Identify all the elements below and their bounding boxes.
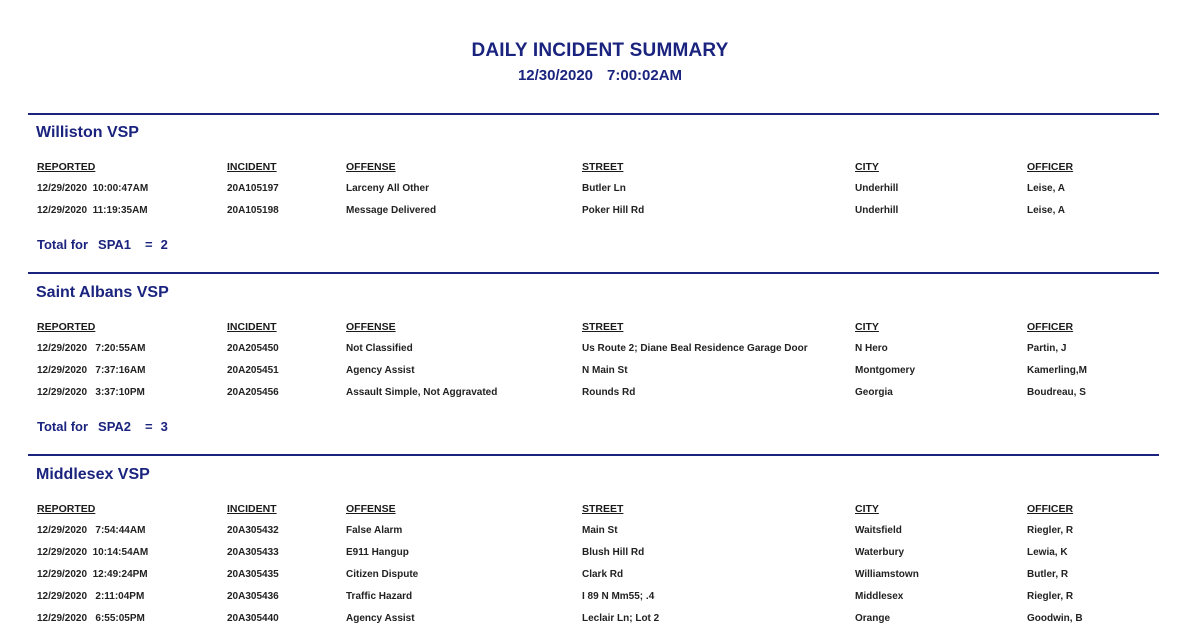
cell-officer: Riegler, R <box>1027 591 1074 602</box>
cell-street: Us Route 2; Diane Beal Residence Garage Door <box>582 343 808 354</box>
cell-offense: Assault Simple, Not Aggravated <box>346 387 498 398</box>
table-row <box>0 183 1200 199</box>
cell-reported: 12/29/2020 7:54:44AM <box>37 525 146 536</box>
cell-offense: E911 Hangup <box>346 547 409 558</box>
cell-reported: 12/29/2020 3:37:10PM <box>37 387 145 398</box>
cell-city: Orange <box>855 613 891 624</box>
col-city: CITY <box>855 503 879 515</box>
column-header-row <box>0 321 1200 337</box>
section-title-williston: Williston VSP <box>36 124 139 141</box>
cell-reported: 12/29/2020 11:19:35AM <box>37 205 148 216</box>
cell-street: I 89 N Mm55; .4 <box>582 591 655 602</box>
col-incident: INCIDENT <box>227 321 277 333</box>
cell-street: Blush Hill Rd <box>582 547 645 558</box>
cell-city: Underhill <box>855 205 899 216</box>
cell-incident: 20A205451 <box>227 365 279 376</box>
column-header-row <box>0 503 1200 519</box>
cell-offense: Not Classified <box>346 343 413 354</box>
col-reported: REPORTED <box>37 503 96 515</box>
col-offense: OFFENSE <box>346 321 396 333</box>
table-row <box>0 343 1200 359</box>
cell-reported: 12/29/2020 10:00:47AM <box>37 183 149 194</box>
cell-offense: Citizen Dispute <box>346 569 419 580</box>
table-row <box>0 547 1200 563</box>
cell-incident: 20A305433 <box>227 547 279 558</box>
total-label: Total for <box>37 419 89 434</box>
col-offense: OFFENSE <box>346 161 396 173</box>
cell-reported: 12/29/2020 12:49:24PM <box>37 569 148 580</box>
total-count: 2 <box>160 237 168 252</box>
cell-city: Middlesex <box>855 591 904 602</box>
cell-incident: 20A305436 <box>227 591 279 602</box>
section-divider <box>28 272 1159 274</box>
table-row <box>0 365 1200 381</box>
table-row <box>0 591 1200 607</box>
cell-city: Williamstown <box>855 569 919 580</box>
table-row <box>0 205 1200 221</box>
cell-incident: 20A205450 <box>227 343 279 354</box>
total-code: SPA1 <box>98 237 132 252</box>
total-count: 3 <box>160 419 168 434</box>
cell-street: Poker Hill Rd <box>582 205 645 216</box>
cell-reported: 12/29/2020 7:37:16AM <box>37 365 146 376</box>
cell-officer: Leise, A <box>1027 183 1065 194</box>
report-date: 12/30/2020 <box>517 67 594 84</box>
col-city: CITY <box>855 161 879 173</box>
cell-city: Waitsfield <box>855 525 902 536</box>
section-divider <box>28 454 1159 456</box>
cell-street: Clark Rd <box>582 569 624 580</box>
report-time: 7:00:02AM <box>607 67 683 84</box>
col-offense: OFFENSE <box>346 503 396 515</box>
cell-officer: Leise, A <box>1027 205 1065 216</box>
cell-offense: False Alarm <box>346 525 403 536</box>
table-row <box>0 569 1200 585</box>
section-total <box>37 419 168 434</box>
col-officer: OFFICER <box>1027 161 1074 173</box>
cell-street: Leclair Ln; Lot 2 <box>582 613 660 624</box>
table-row <box>0 613 1200 629</box>
table-row <box>0 525 1200 541</box>
cell-officer: Butler, R <box>1027 569 1069 580</box>
total-code: SPA2 <box>98 419 132 434</box>
cell-street: Rounds Rd <box>582 387 636 398</box>
cell-offense: Traffic Hazard <box>346 591 413 602</box>
cell-offense: Larceny All Other <box>346 183 429 194</box>
col-city: CITY <box>855 321 879 333</box>
cell-incident: 20A105197 <box>227 183 279 194</box>
cell-officer: Kamerling,M <box>1027 365 1088 376</box>
section-title-middlesex: Middlesex VSP <box>36 466 150 483</box>
cell-officer: Partin, J <box>1027 343 1067 354</box>
cell-city: Georgia <box>855 387 893 398</box>
col-incident: INCIDENT <box>227 503 277 515</box>
cell-reported: 12/29/2020 10:14:54AM <box>37 547 149 558</box>
cell-officer: Boudreau, S <box>1027 387 1086 398</box>
cell-street: Butler Ln <box>582 183 626 194</box>
cell-officer: Goodwin, B <box>1027 613 1083 624</box>
cell-officer: Lewia, K <box>1027 547 1068 558</box>
cell-incident: 20A205456 <box>227 387 279 398</box>
cell-street: Main St <box>582 525 618 536</box>
section-divider <box>28 113 1159 115</box>
cell-reported: 12/29/2020 2:11:04PM <box>37 591 145 602</box>
col-officer: OFFICER <box>1027 503 1074 515</box>
cell-incident: 20A305440 <box>227 613 279 624</box>
cell-city: Montgomery <box>855 365 915 376</box>
section-title-saint-albans: Saint Albans VSP <box>36 284 169 301</box>
cell-incident: 20A305435 <box>227 569 279 580</box>
cell-reported: 12/29/2020 7:20:55AM <box>37 343 146 354</box>
cell-offense: Agency Assist <box>346 365 415 376</box>
report-datetime <box>0 67 1200 84</box>
cell-offense: Agency Assist <box>346 613 415 624</box>
col-reported: REPORTED <box>37 321 96 333</box>
total-label: Total for <box>37 237 89 252</box>
col-street: STREET <box>582 503 624 515</box>
cell-incident: 20A305432 <box>227 525 279 536</box>
cell-city: N Hero <box>855 343 888 354</box>
total-equals: = <box>145 237 153 252</box>
cell-street: N Main St <box>582 365 628 376</box>
cell-city: Waterbury <box>855 547 905 558</box>
cell-incident: 20A105198 <box>227 205 279 216</box>
cell-offense: Message Delivered <box>346 205 437 216</box>
cell-officer: Riegler, R <box>1027 525 1074 536</box>
cell-city: Underhill <box>855 183 899 194</box>
cell-reported: 12/29/2020 6:55:05PM <box>37 613 145 624</box>
col-reported: REPORTED <box>37 161 96 173</box>
report-title: DAILY INCIDENT SUMMARY <box>471 40 729 61</box>
section-total <box>37 237 168 252</box>
table-row <box>0 387 1200 403</box>
total-equals: = <box>145 419 153 434</box>
column-header-row <box>0 161 1200 177</box>
col-incident: INCIDENT <box>227 161 277 173</box>
col-officer: OFFICER <box>1027 321 1074 333</box>
col-street: STREET <box>582 161 624 173</box>
col-street: STREET <box>582 321 624 333</box>
